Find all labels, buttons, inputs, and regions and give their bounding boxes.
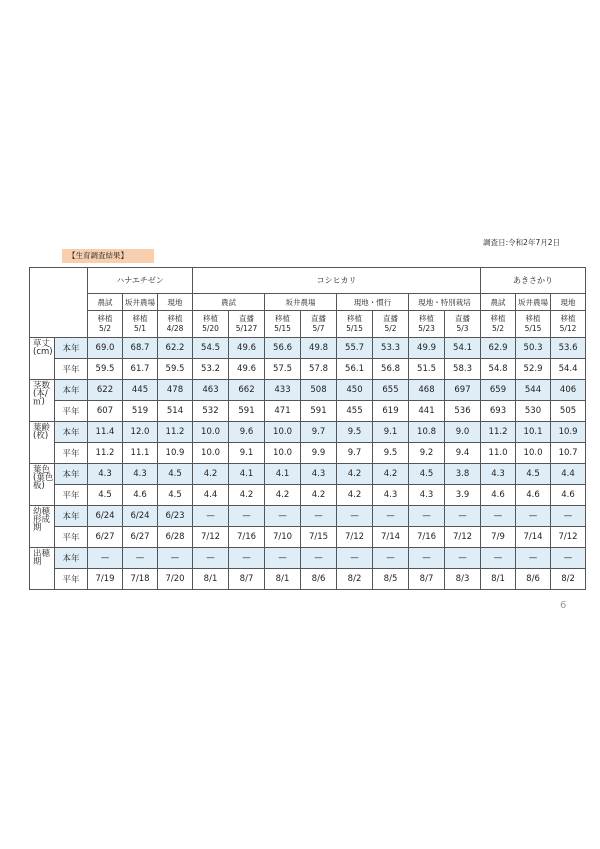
current-value-cell: 6/24 <box>88 506 123 527</box>
current-value-cell: 659 <box>481 380 516 401</box>
average-value-cell: 59.5 <box>158 359 193 380</box>
current-value-cell: — <box>445 506 481 527</box>
method-type: 移植 <box>132 314 148 323</box>
average-value-cell: 8/1 <box>193 569 229 590</box>
table-row <box>30 443 586 464</box>
row-item-label: 出穂期 <box>30 548 55 590</box>
table-row <box>30 569 586 590</box>
current-value-cell: 9.5 <box>337 422 373 443</box>
current-value-cell: 406 <box>551 380 586 401</box>
year-label: 平年 <box>55 359 88 380</box>
current-value-cell: — <box>301 548 337 569</box>
current-value-cell: — <box>481 548 516 569</box>
section-heading: 【生育調査結果】 <box>62 249 154 263</box>
current-value-cell: — <box>229 548 265 569</box>
average-value-cell: 619 <box>373 401 409 422</box>
current-value-cell: 10.1 <box>516 422 551 443</box>
average-value-cell: 471 <box>265 401 301 422</box>
current-value-cell: 11.2 <box>481 422 516 443</box>
average-value-cell: 9.5 <box>373 443 409 464</box>
average-value-cell: 56.1 <box>337 359 373 380</box>
method-date: 5/3 <box>456 324 469 333</box>
current-value-cell: 4.3 <box>301 464 337 485</box>
table-row <box>30 506 586 527</box>
current-value-cell: 10.0 <box>193 422 229 443</box>
current-value-cell: — <box>158 548 193 569</box>
average-value-cell: 7/9 <box>481 527 516 548</box>
method-date: 5/15 <box>274 324 291 333</box>
average-value-cell: 6/28 <box>158 527 193 548</box>
average-value-cell: 7/12 <box>337 527 373 548</box>
method-date: 5/127 <box>235 324 258 333</box>
average-value-cell: 8/5 <box>373 569 409 590</box>
method-header <box>265 311 301 338</box>
current-value-cell: — <box>265 548 301 569</box>
current-value-cell: 4.2 <box>337 464 373 485</box>
row-item-label: 草丈(cm) <box>30 338 55 380</box>
average-value-cell: 4.5 <box>88 485 123 506</box>
current-value-cell: 49.8 <box>301 338 337 359</box>
method-type: 移植 <box>525 314 541 323</box>
current-value-cell: 4.4 <box>551 464 586 485</box>
current-value-cell: 508 <box>301 380 337 401</box>
method-type: 直播 <box>311 314 327 323</box>
current-value-cell: 6/24 <box>123 506 158 527</box>
average-value-cell: 4.4 <box>193 485 229 506</box>
average-value-cell: 7/16 <box>229 527 265 548</box>
method-type: 直播 <box>455 314 471 323</box>
average-value-cell: 10.0 <box>265 443 301 464</box>
current-value-cell: — <box>445 548 481 569</box>
average-value-cell: 505 <box>551 401 586 422</box>
method-header <box>373 311 409 338</box>
average-value-cell: 9.7 <box>337 443 373 464</box>
method-date: 5/2 <box>384 324 397 333</box>
current-value-cell: 53.3 <box>373 338 409 359</box>
average-value-cell: 4.2 <box>229 485 265 506</box>
current-value-cell: 11.2 <box>158 422 193 443</box>
year-label: 本年 <box>55 380 88 401</box>
current-value-cell: 9.1 <box>373 422 409 443</box>
year-label: 平年 <box>55 401 88 422</box>
current-value-cell: — <box>193 548 229 569</box>
average-value-cell: 61.7 <box>123 359 158 380</box>
current-value-cell: 655 <box>373 380 409 401</box>
average-value-cell: 4.6 <box>123 485 158 506</box>
current-value-cell: 68.7 <box>123 338 158 359</box>
current-value-cell: — <box>409 506 445 527</box>
current-value-cell: 69.0 <box>88 338 123 359</box>
current-value-cell: 4.3 <box>481 464 516 485</box>
average-value-cell: 51.5 <box>409 359 445 380</box>
method-date: 5/2 <box>491 324 505 333</box>
current-value-cell: 53.6 <box>551 338 586 359</box>
method-type: 移植 <box>419 314 435 323</box>
average-value-cell: 9.9 <box>301 443 337 464</box>
average-value-cell: 59.5 <box>88 359 123 380</box>
average-value-cell: 3.9 <box>445 485 481 506</box>
method-type: 移植 <box>560 314 576 323</box>
current-value-cell: 12.0 <box>123 422 158 443</box>
current-value-cell: 62.9 <box>481 338 516 359</box>
average-value-cell: 536 <box>445 401 481 422</box>
average-value-cell: 10.0 <box>516 443 551 464</box>
table-row <box>30 422 586 443</box>
method-header <box>551 311 586 338</box>
current-value-cell: 468 <box>409 380 445 401</box>
current-value-cell: 10.8 <box>409 422 445 443</box>
average-value-cell: 8/1 <box>481 569 516 590</box>
year-label: 本年 <box>55 464 88 485</box>
average-value-cell: 7/12 <box>445 527 481 548</box>
current-value-cell: 478 <box>158 380 193 401</box>
survey-date: 調査日:令和2年7月2日 <box>483 238 560 247</box>
average-value-cell: 54.4 <box>551 359 586 380</box>
average-value-cell: 8/3 <box>445 569 481 590</box>
average-value-cell: 591 <box>301 401 337 422</box>
method-date: 5/15 <box>346 324 363 333</box>
current-value-cell: 10.9 <box>551 422 586 443</box>
site-header: 農試 <box>193 294 265 311</box>
average-value-cell: 57.8 <box>301 359 337 380</box>
year-label: 平年 <box>55 527 88 548</box>
current-value-cell: — <box>551 506 586 527</box>
method-type: 移植 <box>167 314 183 323</box>
average-value-cell: 6/27 <box>123 527 158 548</box>
average-value-cell: 6/27 <box>88 527 123 548</box>
site-header: 現地 <box>158 294 193 311</box>
average-value-cell: 4.2 <box>337 485 373 506</box>
current-value-cell: 50.3 <box>516 338 551 359</box>
current-value-cell: — <box>265 506 301 527</box>
average-value-cell: 10.0 <box>193 443 229 464</box>
current-value-cell: 463 <box>193 380 229 401</box>
table-row <box>30 548 586 569</box>
year-label: 本年 <box>55 422 88 443</box>
average-value-cell: 8/6 <box>301 569 337 590</box>
method-type: 移植 <box>97 314 113 323</box>
method-header <box>88 311 123 338</box>
average-value-cell: 7/10 <box>265 527 301 548</box>
average-value-cell: 8/7 <box>409 569 445 590</box>
average-value-cell: 7/16 <box>409 527 445 548</box>
current-value-cell: 49.6 <box>229 338 265 359</box>
method-header <box>193 311 229 338</box>
method-header <box>158 311 193 338</box>
method-date: 5/20 <box>202 324 219 333</box>
current-value-cell: — <box>193 506 229 527</box>
current-value-cell: 697 <box>445 380 481 401</box>
average-value-cell: 57.5 <box>265 359 301 380</box>
method-header <box>301 311 337 338</box>
variety-header: あきさかり <box>481 268 586 294</box>
year-label: 平年 <box>55 443 88 464</box>
current-value-cell: — <box>373 548 409 569</box>
method-date: 5/12 <box>559 324 577 333</box>
current-value-cell: — <box>373 506 409 527</box>
current-value-cell: 4.5 <box>516 464 551 485</box>
current-value-cell: 4.2 <box>373 464 409 485</box>
table-row <box>30 485 586 506</box>
current-value-cell: — <box>337 506 373 527</box>
year-label: 平年 <box>55 485 88 506</box>
average-value-cell: 7/12 <box>193 527 229 548</box>
year-label: 本年 <box>55 548 88 569</box>
average-value-cell: 8/1 <box>265 569 301 590</box>
table-row <box>30 380 586 401</box>
method-type: 移植 <box>275 314 291 323</box>
site-header: 現地 <box>551 294 586 311</box>
current-value-cell: 4.3 <box>88 464 123 485</box>
average-value-cell: 58.3 <box>445 359 481 380</box>
average-value-cell: 10.7 <box>551 443 586 464</box>
average-value-cell: 56.8 <box>373 359 409 380</box>
method-header <box>516 311 551 338</box>
average-value-cell: 49.6 <box>229 359 265 380</box>
current-value-cell: 56.6 <box>265 338 301 359</box>
row-item-label: 葉齢(枚) <box>30 422 55 464</box>
current-value-cell: — <box>123 548 158 569</box>
current-value-cell: 10.0 <box>265 422 301 443</box>
method-header <box>409 311 445 338</box>
current-value-cell: 49.9 <box>409 338 445 359</box>
current-value-cell: 4.5 <box>409 464 445 485</box>
site-header: 農試 <box>88 294 123 311</box>
current-value-cell: 4.1 <box>265 464 301 485</box>
current-value-cell: 4.5 <box>158 464 193 485</box>
method-type: 移植 <box>347 314 363 323</box>
page-number: 6 <box>560 600 567 611</box>
average-value-cell: 7/12 <box>551 527 586 548</box>
site-header: 坂井農場 <box>516 294 551 311</box>
average-value-cell: 9.1 <box>229 443 265 464</box>
average-value-cell: 8/2 <box>337 569 373 590</box>
method-date: 5/1 <box>133 324 147 333</box>
average-value-cell: 4.5 <box>158 485 193 506</box>
current-value-cell: — <box>409 548 445 569</box>
average-value-cell: 8/7 <box>229 569 265 590</box>
average-value-cell: 591 <box>229 401 265 422</box>
year-label: 平年 <box>55 569 88 590</box>
site-header: 現地・特別栽培 <box>409 294 481 311</box>
method-type: 直播 <box>383 314 399 323</box>
method-header <box>123 311 158 338</box>
current-value-cell: 54.5 <box>193 338 229 359</box>
average-value-cell: 7/19 <box>88 569 123 590</box>
current-value-cell: 4.3 <box>123 464 158 485</box>
current-value-cell: 662 <box>229 380 265 401</box>
current-value-cell: — <box>229 506 265 527</box>
site-header: 現地・慣行 <box>337 294 409 311</box>
average-value-cell: 4.3 <box>373 485 409 506</box>
average-value-cell: 4.6 <box>551 485 586 506</box>
row-item-label: 葉色(葉色板) <box>30 464 55 506</box>
method-header <box>337 311 373 338</box>
current-value-cell: — <box>516 548 551 569</box>
year-label: 本年 <box>55 506 88 527</box>
current-value-cell: 9.6 <box>229 422 265 443</box>
year-label: 本年 <box>55 338 88 359</box>
average-value-cell: 10.9 <box>158 443 193 464</box>
current-value-cell: — <box>481 506 516 527</box>
average-value-cell: 455 <box>337 401 373 422</box>
average-value-cell: 4.3 <box>409 485 445 506</box>
average-value-cell: 4.2 <box>265 485 301 506</box>
method-header <box>481 311 516 338</box>
table-row <box>30 464 586 485</box>
method-type: 移植 <box>490 314 506 323</box>
average-value-cell: 441 <box>409 401 445 422</box>
current-value-cell: 4.2 <box>193 464 229 485</box>
average-value-cell: 4.2 <box>301 485 337 506</box>
average-value-cell: 9.2 <box>409 443 445 464</box>
site-header: 農試 <box>481 294 516 311</box>
row-item-label: 茎数(本/㎡) <box>30 380 55 422</box>
table-row <box>30 359 586 380</box>
average-value-cell: 53.2 <box>193 359 229 380</box>
average-value-cell: 11.1 <box>123 443 158 464</box>
method-date: 5/15 <box>524 324 542 333</box>
table-row <box>30 338 586 359</box>
current-value-cell: — <box>301 506 337 527</box>
average-value-cell: 11.0 <box>481 443 516 464</box>
average-value-cell: 693 <box>481 401 516 422</box>
average-value-cell: 8/2 <box>551 569 586 590</box>
corner-cell <box>30 268 88 338</box>
average-value-cell: 4.6 <box>481 485 516 506</box>
current-value-cell: 9.7 <box>301 422 337 443</box>
method-header <box>445 311 481 338</box>
average-value-cell: 532 <box>193 401 229 422</box>
method-date: 5/7 <box>312 324 325 333</box>
average-value-cell: 7/15 <box>301 527 337 548</box>
current-value-cell: 433 <box>265 380 301 401</box>
average-value-cell: 9.4 <box>445 443 481 464</box>
method-type: 移植 <box>203 314 219 323</box>
variety-header: コシヒカリ <box>193 268 481 294</box>
average-value-cell: 7/18 <box>123 569 158 590</box>
current-value-cell: — <box>551 548 586 569</box>
current-value-cell: — <box>516 506 551 527</box>
current-value-cell: 4.1 <box>229 464 265 485</box>
variety-header: ハナエチゼン <box>88 268 193 294</box>
average-value-cell: 7/14 <box>516 527 551 548</box>
site-header: 坂井農場 <box>123 294 158 311</box>
method-date: 5/23 <box>418 324 435 333</box>
average-value-cell: 8/6 <box>516 569 551 590</box>
average-value-cell: 607 <box>88 401 123 422</box>
site-header: 坂井農場 <box>265 294 337 311</box>
average-value-cell: 519 <box>123 401 158 422</box>
current-value-cell: 3.8 <box>445 464 481 485</box>
average-value-cell: 530 <box>516 401 551 422</box>
current-value-cell: 54.1 <box>445 338 481 359</box>
method-date: 4/28 <box>166 324 184 333</box>
average-value-cell: 7/20 <box>158 569 193 590</box>
current-value-cell: — <box>337 548 373 569</box>
current-value-cell: 55.7 <box>337 338 373 359</box>
current-value-cell: 450 <box>337 380 373 401</box>
average-value-cell: 11.2 <box>88 443 123 464</box>
current-value-cell: 62.2 <box>158 338 193 359</box>
current-value-cell: 9.0 <box>445 422 481 443</box>
current-value-cell: 6/23 <box>158 506 193 527</box>
method-header <box>229 311 265 338</box>
growth-survey-table <box>29 267 586 590</box>
row-item-label: 幼穂形成期 <box>30 506 55 548</box>
method-type: 直播 <box>239 314 255 323</box>
method-date: 5/2 <box>98 324 112 333</box>
average-value-cell: 54.8 <box>481 359 516 380</box>
average-value-cell: 514 <box>158 401 193 422</box>
current-value-cell: 11.4 <box>88 422 123 443</box>
current-value-cell: 622 <box>88 380 123 401</box>
average-value-cell: 7/14 <box>373 527 409 548</box>
current-value-cell: 544 <box>516 380 551 401</box>
current-value-cell: 445 <box>123 380 158 401</box>
current-value-cell: — <box>88 548 123 569</box>
average-value-cell: 52.9 <box>516 359 551 380</box>
table-row <box>30 527 586 548</box>
table-row <box>30 401 586 422</box>
average-value-cell: 4.6 <box>516 485 551 506</box>
